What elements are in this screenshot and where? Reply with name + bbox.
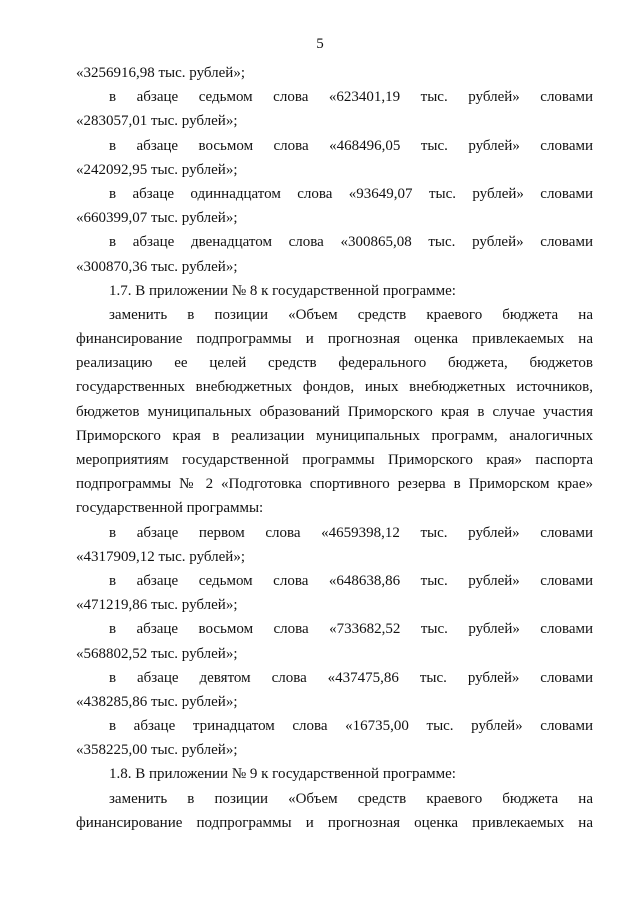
text-line: в абзаце одиннадцатом слова «93649,07 тыс. рублей» словами xyxy=(109,185,593,202)
text-line: 1.8. В приложении № 9 к государственной программе: xyxy=(109,766,456,783)
text-line: 1.7. В приложении № 8 к государственной программе: xyxy=(109,282,456,299)
text-line: «283057,01 тыс. рублей»; xyxy=(76,113,238,130)
text-line: государственных внебюджетных фондов, иных внебюджетных источников, xyxy=(76,379,593,396)
text-line: «471219,86 тыс. рублей»; xyxy=(76,597,238,614)
text-line: «242092,95 тыс. рублей»; xyxy=(76,161,238,178)
text-line: в абзаце восьмом слова «733682,52 тыс. рублей» словами xyxy=(109,621,593,638)
text-line: подпрограммы № 2 «Подготовка спортивного резерва в Приморском крае» xyxy=(76,476,593,493)
document-body xyxy=(76,61,593,835)
text-line: в абзаце девятом слова «437475,86 тыс. рублей» словами xyxy=(109,669,593,686)
text-line: в абзаце тринадцатом слова «16735,00 тыс. рублей» словами xyxy=(109,718,593,735)
text-line: «568802,52 тыс. рублей»; xyxy=(76,645,238,662)
text-line: «660399,07 тыс. рублей»; xyxy=(76,210,238,227)
text-line: в абзаце седьмом слова «648638,86 тыс. рублей» словами xyxy=(109,572,593,589)
text-line: в абзаце двенадцатом слова «300865,08 тыс. рублей» словами xyxy=(109,234,593,251)
text-line: в абзаце первом слова «4659398,12 тыс. рублей» словами xyxy=(109,524,593,541)
page-number: 5 xyxy=(316,36,324,52)
text-line: «438285,86 тыс. рублей»; xyxy=(76,693,238,710)
text-line: в абзаце седьмом слова «623401,19 тыс. рублей» словами xyxy=(109,89,593,106)
text-line: «3256916,98 тыс. рублей»; xyxy=(76,65,245,81)
text-line: бюджетов муниципальных образований Приморского края в случае участия xyxy=(76,403,593,420)
text-line: мероприятиям государственной программы Приморского края» паспорта xyxy=(76,452,593,468)
text-line: реализацию ее целей средств федерального бюджета, бюджетов xyxy=(76,355,593,372)
text-line: финансирование подпрограммы и прогнозная оценка привлекаемых на xyxy=(76,331,593,348)
text-line: в абзаце восьмом слова «468496,05 тыс. рублей» словами xyxy=(109,137,593,154)
text-line: заменить в позиции «Объем средств краевого бюджета на xyxy=(109,306,593,323)
text-line: Приморского края в реализации муниципальных программ, аналогичных xyxy=(76,427,593,444)
text-line: финансирование подпрограммы и прогнозная оценка привлекаемых на xyxy=(76,814,593,831)
text-line: «4317909,12 тыс. рублей»; xyxy=(76,548,245,565)
text-line: «300870,36 тыс. рублей»; xyxy=(76,258,238,275)
text-line: заменить в позиции «Объем средств краевого бюджета на xyxy=(109,790,593,807)
text-line: государственной программы: xyxy=(76,500,264,517)
text-line: «358225,00 тыс. рублей»; xyxy=(76,742,238,759)
